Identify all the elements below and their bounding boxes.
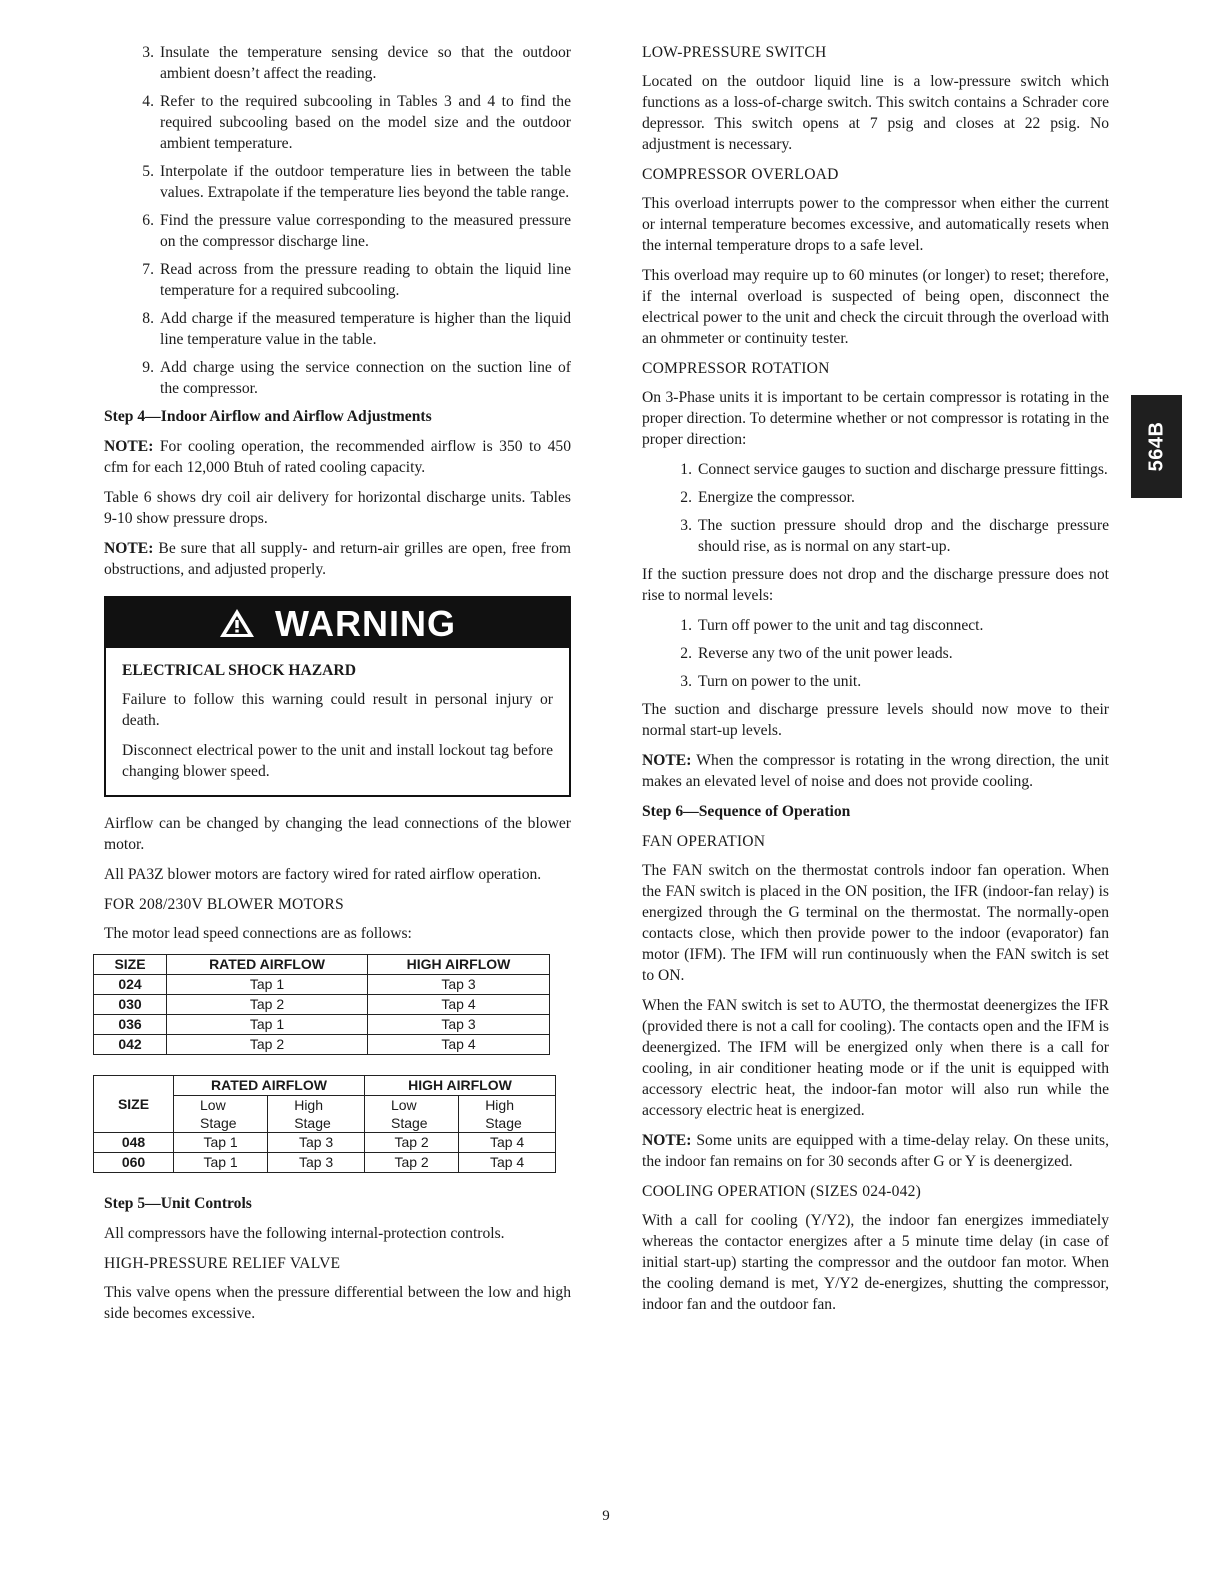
list-item bbox=[642, 643, 1109, 664]
tap-cell: Tap 1 bbox=[174, 1153, 268, 1173]
rotation-steps-list bbox=[642, 459, 1109, 557]
table-header: RATED AIRFLOW bbox=[167, 955, 368, 975]
list-item-text: Add charge if the measured temperature is higher than the liquid line temperature value in the table. bbox=[160, 310, 571, 348]
list-item-text: Turn off power to the unit and tag disconnect. bbox=[698, 617, 984, 634]
list-item bbox=[104, 42, 571, 84]
note-grilles: NOTE: Be sure that all supply- and return-air grilles are open, free from obstructions, and adjusted properly. bbox=[104, 540, 571, 578]
list-item-text: Read across from the pressure reading to obtain the liquid line temperature for a required subcooling. bbox=[160, 261, 571, 299]
list-item-text: Interpolate if the outdoor temperature lies in between the table values. Extrapolate if the temperature lies beyond the table range. bbox=[160, 163, 571, 201]
table-row bbox=[94, 1015, 550, 1035]
tap-cell: Tap 3 bbox=[268, 1133, 365, 1153]
tap-cell: Tap 2 bbox=[167, 995, 368, 1015]
table-header: RATED AIRFLOW bbox=[174, 1076, 365, 1096]
warning-title: ELECTRICAL SHOCK HAZARD bbox=[122, 662, 356, 679]
if-suction-paragraph: If the suction pressure does not drop and the discharge pressure does not rise to normal levels: bbox=[642, 566, 1109, 604]
list-item-text: The suction pressure should drop and the discharge pressure should rise, as is normal on any start-up. bbox=[698, 517, 1109, 555]
table-header: SIZE bbox=[94, 955, 167, 975]
page-number: 9 bbox=[602, 1508, 610, 1524]
list-item-text: Add charge using the service connection on the suction line of the compressor. bbox=[160, 359, 571, 397]
list-item bbox=[104, 308, 571, 350]
table-row bbox=[94, 1035, 550, 1055]
tap-cell: Tap 4 bbox=[459, 1133, 556, 1153]
hp-relief-caption: HIGH-PRESSURE RELIEF VALVE bbox=[104, 1255, 341, 1272]
list-item-text: Reverse any two of the unit power leads. bbox=[698, 645, 953, 662]
list-item-number: 4. bbox=[142, 93, 154, 110]
cooling-paragraph: With a call for cooling (Y/Y2), the indoor fan energizes immediately whereas the contactor energizes after a 5 minute time delay (in case of initial start-up) starting the compressor and the outdoor fan motor. When the cooling demand is met, Y/Y2 de-energizes, shutting the compressor, indoor fan and the outdoor fan. bbox=[642, 1212, 1109, 1313]
table-header: SIZE bbox=[94, 1076, 174, 1133]
speed-tap-table-2 bbox=[93, 1075, 556, 1173]
fan-paragraph-2: When the FAN switch is set to AUTO, the thermostat deenergizes the IFR (provided there is not a call for cooling). The contacts open and the IFM is deenergized. The IFM will be energized only when there is a call for cooling, in air conditioner heating mode or if the unit is equipped with accessory electric heat, the indoor-fan motor will also run while the accessory electric heat is energized. bbox=[642, 997, 1109, 1119]
tap-cell: Tap 1 bbox=[167, 975, 368, 995]
tap-cell: Tap 3 bbox=[368, 975, 550, 995]
list-item-number: 2. bbox=[680, 489, 692, 506]
charging-steps-list bbox=[104, 42, 571, 399]
warning-label: WARNING bbox=[275, 602, 456, 644]
size-cell: 060 bbox=[94, 1153, 174, 1173]
list-item-text: Connect service gauges to suction and discharge pressure fittings. bbox=[698, 461, 1108, 478]
table-subheader: High Stage bbox=[268, 1096, 365, 1133]
tap-cell: Tap 3 bbox=[368, 1015, 550, 1035]
fan-operation-caption: FAN OPERATION bbox=[642, 833, 766, 850]
list-item-number: 9. bbox=[142, 359, 154, 376]
list-item-number: 3. bbox=[680, 517, 692, 534]
step5-heading: Step 5—Unit Controls bbox=[104, 1195, 252, 1212]
table-row bbox=[94, 1133, 556, 1153]
list-item-number: 3. bbox=[680, 673, 692, 690]
lp-switch-paragraph: Located on the outdoor liquid line is a low-pressure switch which functions as a loss-of-charge switch. This switch contains a Schrader core depressor. This switch opens at 7 psig and closes at 22 psig. No adjustment is necessary. bbox=[642, 73, 1109, 153]
warning-text-1: Failure to follow this warning could result in personal injury or death. bbox=[122, 691, 553, 729]
list-item-text: Energize the compressor. bbox=[698, 489, 855, 506]
table-subheader: Low Stage bbox=[364, 1096, 458, 1133]
list-item bbox=[104, 161, 571, 203]
list-item-text: Insulate the temperature sensing device so that the outdoor ambient doesn’t affect the reading. bbox=[160, 44, 571, 82]
hp-relief-paragraph: This valve opens when the pressure differential between the low and high side becomes excessive. bbox=[104, 1284, 571, 1322]
list-item bbox=[104, 210, 571, 252]
lp-switch-caption: LOW-PRESSURE SWITCH bbox=[642, 44, 827, 61]
overload-paragraph-1: This overload interrupts power to the compressor when either the current or internal temperature becomes excessive, and automatically resets when the internal temperature drops to a safe level. bbox=[642, 195, 1109, 254]
note-wrong-direction: NOTE: When the compressor is rotating in the wrong direction, the unit makes an elevated level of noise and does not provide cooling. bbox=[642, 752, 1109, 790]
list-item-number: 5. bbox=[142, 163, 154, 180]
warning-triangle-icon bbox=[219, 608, 255, 638]
list-item-text: Refer to the required subcooling in Tables 3 and 4 to find the required subcooling based on the model size and the outdoor ambient temperature. bbox=[160, 93, 571, 152]
list-item-text: Turn on power to the unit. bbox=[698, 673, 862, 690]
right-column bbox=[642, 42, 1109, 1324]
tap-cell: Tap 1 bbox=[167, 1015, 368, 1035]
reverse-steps-list bbox=[642, 615, 1109, 692]
list-item-text: Find the pressure value corresponding to the measured pressure on the compressor discharge line. bbox=[160, 212, 571, 250]
table-header: HIGH AIRFLOW bbox=[364, 1076, 555, 1096]
warning-box bbox=[104, 596, 571, 797]
note-airflow: NOTE: For cooling operation, the recommended airflow is 350 to 450 cfm for each 12,000 Btuh of rated cooling capacity. bbox=[104, 438, 571, 476]
list-item-number: 8. bbox=[142, 310, 154, 327]
warning-header bbox=[106, 598, 569, 648]
tap-cell: Tap 4 bbox=[368, 1035, 550, 1055]
suction-levels-paragraph: The suction and discharge pressure levels should now move to their normal start-up levels. bbox=[642, 701, 1109, 739]
list-item-number: 1. bbox=[680, 617, 692, 634]
table6-paragraph: Table 6 shows dry coil air delivery for horizontal discharge units. Tables 9-10 show pressure drops. bbox=[104, 489, 571, 527]
list-item bbox=[642, 615, 1109, 636]
list-item-number: 1. bbox=[680, 461, 692, 478]
tap-cell: Tap 3 bbox=[268, 1153, 365, 1173]
tap-cell: Tap 4 bbox=[459, 1153, 556, 1173]
tap-cell: Tap 2 bbox=[364, 1153, 458, 1173]
step6-heading: Step 6—Sequence of Operation bbox=[642, 803, 851, 820]
table-row bbox=[94, 975, 550, 995]
table-header: HIGH AIRFLOW bbox=[368, 955, 550, 975]
list-item bbox=[642, 487, 1109, 508]
overload-caption: COMPRESSOR OVERLOAD bbox=[642, 166, 839, 183]
note-time-delay: NOTE: Some units are equipped with a time-delay relay. On these units, the indoor fan remains on for 30 seconds after G or Y is deenergized. bbox=[642, 1132, 1109, 1170]
compressor-controls-paragraph: All compressors have the following internal-protection controls. bbox=[104, 1225, 505, 1242]
size-cell: 036 bbox=[94, 1015, 167, 1035]
motor-lead-paragraph: The motor lead speed connections are as follows: bbox=[104, 925, 412, 942]
list-item bbox=[104, 357, 571, 399]
list-item bbox=[104, 259, 571, 301]
rotation-paragraph: On 3-Phase units it is important to be certain compressor is rotating in the proper direction. To determine whether or not compressor is rotating in the proper direction: bbox=[642, 389, 1109, 448]
table-row bbox=[94, 995, 550, 1015]
warning-text-2: Disconnect electrical power to the unit and install lockout tag before changing blower speed. bbox=[122, 742, 553, 780]
list-item bbox=[642, 515, 1109, 557]
tap-cell: Tap 4 bbox=[368, 995, 550, 1015]
list-item-number: 6. bbox=[142, 212, 154, 229]
speed-tap-table-1 bbox=[93, 954, 550, 1055]
left-column bbox=[104, 42, 571, 1333]
step4-heading: Step 4—Indoor Airflow and Airflow Adjustments bbox=[104, 408, 432, 425]
list-item-number: 2. bbox=[680, 645, 692, 662]
cooling-operation-caption: COOLING OPERATION (SIZES 024-042) bbox=[642, 1183, 922, 1200]
blower-motors-caption: FOR 208/230V BLOWER MOTORS bbox=[104, 896, 344, 913]
size-cell: 042 bbox=[94, 1035, 167, 1055]
rotation-caption: COMPRESSOR ROTATION bbox=[642, 360, 830, 377]
list-item bbox=[642, 459, 1109, 480]
size-cell: 048 bbox=[94, 1133, 174, 1153]
size-cell: 024 bbox=[94, 975, 167, 995]
table-subheader: High Stage bbox=[459, 1096, 556, 1133]
overload-paragraph-2: This overload may require up to 60 minutes (or longer) to reset; therefore, if the internal overload is suspected of being open, disconnect the electrical power to the unit and check the circuit through the overload with an ohmmeter or continuity tester. bbox=[642, 267, 1109, 347]
tap-cell: Tap 1 bbox=[174, 1133, 268, 1153]
model-label: 564B bbox=[1145, 421, 1167, 472]
tap-cell: Tap 2 bbox=[167, 1035, 368, 1055]
pa3z-paragraph: All PA3Z blower motors are factory wired for rated airflow operation. bbox=[104, 866, 542, 883]
tap-cell: Tap 2 bbox=[364, 1133, 458, 1153]
fan-paragraph-1: The FAN switch on the thermostat controls indoor fan operation. When the FAN switch is placed in the ON position, the IFR (indoor-fan relay) is energized through the G terminal on the thermostat. The normally-open contacts close, which then provide power to the indoor (evaporator) fan motor (IFM). The IFM will run continuously when the FAN switch is set to ON. bbox=[642, 862, 1109, 984]
airflow-paragraph: Airflow can be changed by changing the lead connections of the blower motor. bbox=[104, 815, 571, 853]
list-item bbox=[642, 671, 1109, 692]
table-row bbox=[94, 1153, 556, 1173]
table-subheader: Low Stage bbox=[174, 1096, 268, 1133]
list-item-number: 7. bbox=[142, 261, 154, 278]
model-side-tab bbox=[1131, 395, 1182, 498]
size-cell: 030 bbox=[94, 995, 167, 1015]
list-item bbox=[104, 91, 571, 154]
list-item-number: 3. bbox=[142, 44, 154, 61]
